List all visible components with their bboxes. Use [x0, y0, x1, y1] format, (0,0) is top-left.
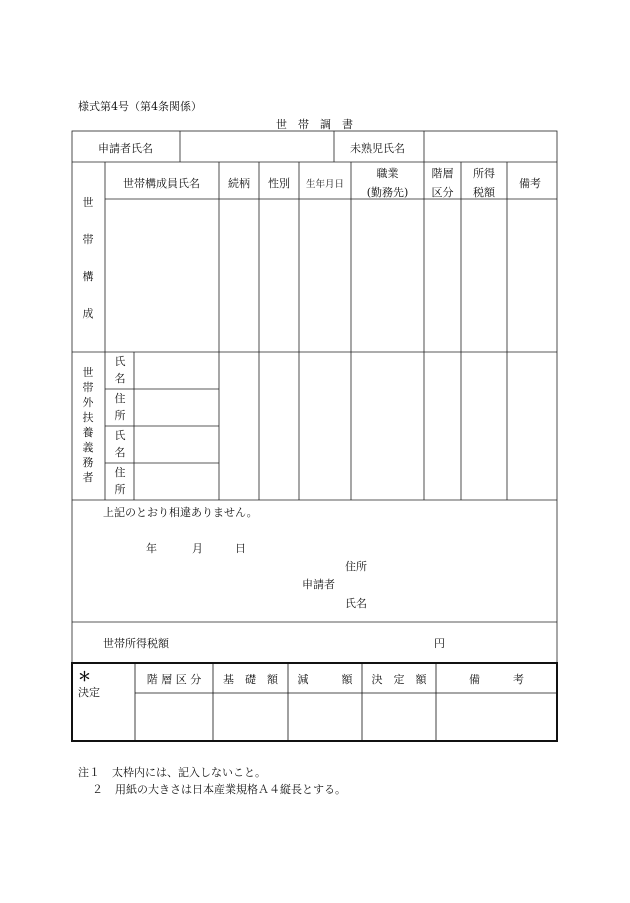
decision-class-header: 階 層 区 分 — [146, 673, 202, 686]
declaration-statement: 上記のとおり相違ありません。 — [103, 506, 258, 519]
applicant-label: 申請者氏名 — [98, 142, 153, 155]
note-1: 注１ 太枠内には、記入しないこと。 — [78, 766, 266, 779]
header-gender: 性別 — [268, 177, 290, 190]
minor-label: 未熟児氏名 — [350, 142, 405, 155]
note-2: ２ 用紙の大きさは日本産業規格Ａ４縦長とする。 — [92, 783, 346, 796]
header-tax: 所得 税額 — [473, 167, 495, 199]
address-label: 住所 — [345, 560, 367, 573]
header-remarks: 備考 — [519, 177, 541, 190]
decision-base-header: 基 礎 額 — [223, 673, 278, 686]
date-day: 日 — [235, 542, 246, 555]
decision-reduction-header: 減 額 — [297, 673, 353, 686]
header-birthdate: 生年月日 — [306, 179, 345, 190]
date-month: 月 — [192, 542, 203, 555]
page-title: 世 帯 調 書 — [276, 118, 353, 131]
header-member-name: 世帯構成員氏名 — [123, 177, 200, 190]
form-number: 様式第4号（第4条関係） — [78, 100, 202, 113]
decision-final-header: 決 定 額 — [371, 673, 427, 686]
decision-remarks-header: 備 考 — [469, 673, 524, 686]
date-year: 年 — [146, 542, 157, 555]
decision-label: 決定 — [78, 686, 100, 699]
income-tax-unit: 円 — [434, 637, 445, 650]
header-relation: 続柄 — [228, 177, 250, 190]
header-class: 階層 区分 — [431, 167, 454, 199]
name-label: 氏名 — [345, 597, 367, 610]
asterisk-mark: ＊ — [78, 670, 92, 685]
applicant-signature-label: 申請者 — [302, 578, 335, 591]
income-tax-label: 世帯所得税額 — [103, 637, 169, 650]
header-occupation: 職業 (勤務先) — [366, 167, 409, 199]
